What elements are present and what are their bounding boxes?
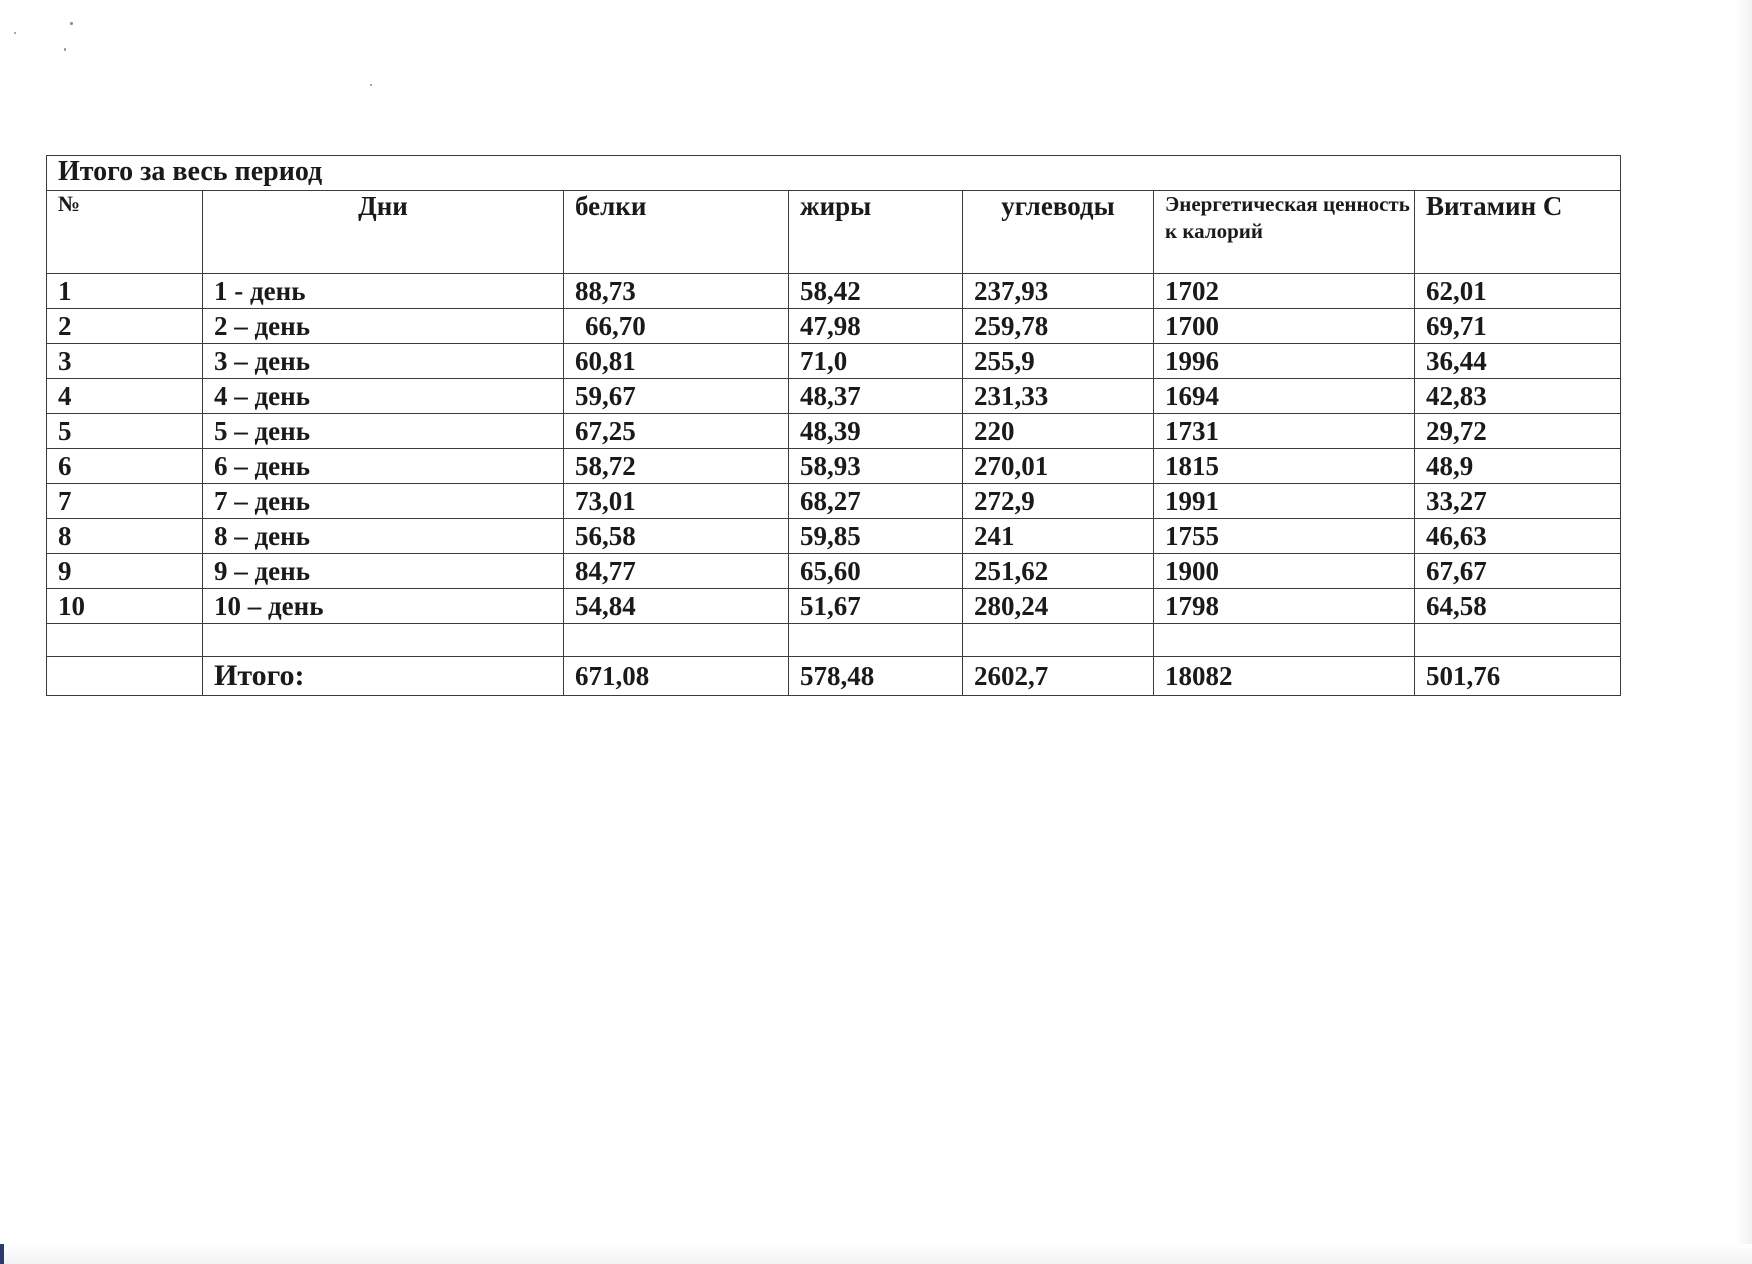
table-row	[47, 519, 1621, 554]
empty-cell	[47, 657, 203, 696]
row-number: 10	[47, 589, 203, 624]
row-energy: 1702	[1154, 274, 1415, 309]
row-fats: 58,42	[789, 274, 963, 309]
empty-cell	[203, 624, 564, 657]
row-number: 5	[47, 414, 203, 449]
header-number: №	[47, 191, 203, 274]
scan-speck	[370, 84, 372, 86]
row-day: 3 – день	[203, 344, 564, 379]
row-vitamin-c: 36,44	[1415, 344, 1621, 379]
nutrition-summary-table	[46, 155, 1621, 696]
row-vitamin-c: 69,71	[1415, 309, 1621, 344]
row-number: 9	[47, 554, 203, 589]
row-day: 4 – день	[203, 379, 564, 414]
row-vitamin-c: 46,63	[1415, 519, 1621, 554]
row-carbs: 241	[963, 519, 1154, 554]
row-carbs: 237,93	[963, 274, 1154, 309]
header-carbs: углеводы	[963, 191, 1154, 274]
scan-corner-mark	[0, 1244, 4, 1264]
table-row	[47, 379, 1621, 414]
row-energy: 1755	[1154, 519, 1415, 554]
row-number: 2	[47, 309, 203, 344]
row-energy: 1991	[1154, 484, 1415, 519]
row-carbs: 280,24	[963, 589, 1154, 624]
header-days: Дни	[203, 191, 564, 274]
row-energy: 1900	[1154, 554, 1415, 589]
total-energy: 18082	[1154, 657, 1415, 696]
row-vitamin-c: 48,9	[1415, 449, 1621, 484]
row-day: 9 – день	[203, 554, 564, 589]
row-vitamin-c: 64,58	[1415, 589, 1621, 624]
row-number: 7	[47, 484, 203, 519]
row-carbs: 251,62	[963, 554, 1154, 589]
row-proteins: 66,70	[564, 309, 789, 344]
row-energy: 1798	[1154, 589, 1415, 624]
total-proteins: 671,08	[564, 657, 789, 696]
row-fats: 51,67	[789, 589, 963, 624]
empty-cell	[789, 624, 963, 657]
row-vitamin-c: 42,83	[1415, 379, 1621, 414]
total-row	[47, 657, 1621, 696]
scan-speck	[64, 48, 66, 51]
table-row	[47, 344, 1621, 379]
row-vitamin-c: 29,72	[1415, 414, 1621, 449]
table-row	[47, 589, 1621, 624]
total-vitamin-c: 501,76	[1415, 657, 1621, 696]
row-fats: 68,27	[789, 484, 963, 519]
table-title: Итого за весь период	[47, 156, 1621, 191]
row-proteins: 88,73	[564, 274, 789, 309]
total-fats: 578,48	[789, 657, 963, 696]
row-carbs: 272,9	[963, 484, 1154, 519]
header-vitamin-c: Витамин С	[1415, 191, 1621, 274]
row-proteins: 58,72	[564, 449, 789, 484]
empty-cell	[564, 624, 789, 657]
empty-cell	[47, 624, 203, 657]
table-row	[47, 449, 1621, 484]
row-day: 6 – день	[203, 449, 564, 484]
row-energy: 1731	[1154, 414, 1415, 449]
table-row	[47, 274, 1621, 309]
row-fats: 47,98	[789, 309, 963, 344]
row-proteins: 54,84	[564, 589, 789, 624]
empty-row	[47, 624, 1621, 657]
total-carbs: 2602,7	[963, 657, 1154, 696]
empty-cell	[1415, 624, 1621, 657]
row-energy: 1694	[1154, 379, 1415, 414]
scan-speck	[14, 32, 16, 34]
row-carbs: 231,33	[963, 379, 1154, 414]
row-vitamin-c: 33,27	[1415, 484, 1621, 519]
row-proteins: 56,58	[564, 519, 789, 554]
row-carbs: 270,01	[963, 449, 1154, 484]
row-energy: 1700	[1154, 309, 1415, 344]
row-day: 8 – день	[203, 519, 564, 554]
row-energy: 1996	[1154, 344, 1415, 379]
empty-cell	[963, 624, 1154, 657]
table-row	[47, 414, 1621, 449]
row-vitamin-c: 67,67	[1415, 554, 1621, 589]
scan-edge-shadow	[1736, 0, 1752, 1264]
row-day: 2 – день	[203, 309, 564, 344]
row-day: 5 – день	[203, 414, 564, 449]
total-label: Итого:	[203, 657, 564, 696]
row-carbs: 259,78	[963, 309, 1154, 344]
row-number: 6	[47, 449, 203, 484]
header-proteins: белки	[564, 191, 789, 274]
table-row	[47, 484, 1621, 519]
row-fats: 59,85	[789, 519, 963, 554]
row-carbs: 255,9	[963, 344, 1154, 379]
row-proteins: 84,77	[564, 554, 789, 589]
row-energy: 1815	[1154, 449, 1415, 484]
row-fats: 71,0	[789, 344, 963, 379]
row-proteins: 67,25	[564, 414, 789, 449]
row-number: 8	[47, 519, 203, 554]
header-energy: Энергетическая ценность к калорий	[1154, 191, 1415, 274]
table-row	[47, 554, 1621, 589]
header-fats: жиры	[789, 191, 963, 274]
table-row	[47, 309, 1621, 344]
scan-speck	[70, 22, 73, 25]
row-day: 7 – день	[203, 484, 564, 519]
row-proteins: 73,01	[564, 484, 789, 519]
row-day: 1 - день	[203, 274, 564, 309]
row-proteins: 59,67	[564, 379, 789, 414]
row-carbs: 220	[963, 414, 1154, 449]
row-number: 3	[47, 344, 203, 379]
empty-cell	[1154, 624, 1415, 657]
row-fats: 48,39	[789, 414, 963, 449]
scan-edge-shadow	[0, 1244, 1752, 1264]
row-fats: 58,93	[789, 449, 963, 484]
row-number: 4	[47, 379, 203, 414]
row-proteins: 60,81	[564, 344, 789, 379]
row-day: 10 – день	[203, 589, 564, 624]
row-vitamin-c: 62,01	[1415, 274, 1621, 309]
row-number: 1	[47, 274, 203, 309]
row-fats: 65,60	[789, 554, 963, 589]
row-fats: 48,37	[789, 379, 963, 414]
